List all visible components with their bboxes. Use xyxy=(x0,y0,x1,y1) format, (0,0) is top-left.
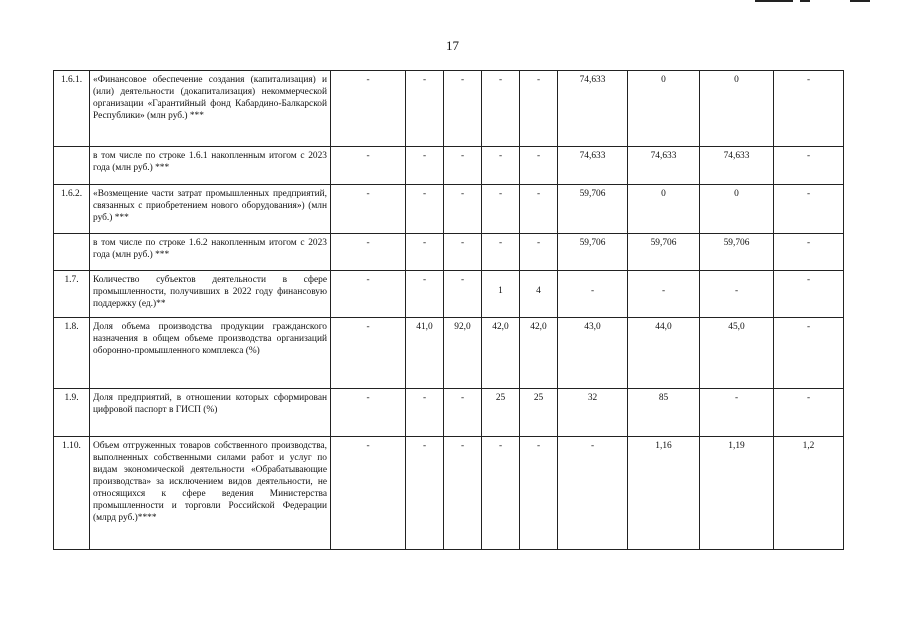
value-cell: - xyxy=(774,389,844,437)
value-cell: - xyxy=(331,147,406,185)
value-cell: - xyxy=(520,185,558,234)
value-cell: - xyxy=(520,437,558,550)
table-row xyxy=(54,185,844,234)
value-cell: - xyxy=(520,234,558,271)
row-description: Количество субъектов деятельности в сфере промышленности, получивших в 2022 году финансовую поддержку (ед.)** xyxy=(90,271,331,318)
value-cell: - xyxy=(774,234,844,271)
value-cell: - xyxy=(406,389,444,437)
row-number: 1.7. xyxy=(54,271,90,318)
row-description: Доля предприятий, в отношении которых сформирован цифровой паспорт в ГИСП (%) xyxy=(90,389,331,437)
indicators-table xyxy=(53,70,844,550)
value-cell: 45,0 xyxy=(700,318,774,389)
value-cell: - xyxy=(482,147,520,185)
row-number: 1.6.1. xyxy=(54,71,90,147)
value-cell: - xyxy=(774,185,844,234)
value-cell: 4 xyxy=(520,271,558,318)
value-cell: - xyxy=(700,389,774,437)
table-row xyxy=(54,71,844,147)
value-cell: - xyxy=(482,71,520,147)
value-cell: 59,706 xyxy=(558,185,628,234)
value-cell: 25 xyxy=(482,389,520,437)
table-row xyxy=(54,271,844,318)
row-description: в том числе по строке 1.6.2 накопленным итогом с 2023 года (млн руб.) *** xyxy=(90,234,331,271)
value-cell: 74,633 xyxy=(558,71,628,147)
header-mark-line xyxy=(755,0,793,2)
value-cell: - xyxy=(331,271,406,318)
value-cell: 85 xyxy=(628,389,700,437)
table-row xyxy=(54,234,844,271)
value-cell: 92,0 xyxy=(444,318,482,389)
value-cell: - xyxy=(444,71,482,147)
value-cell: - xyxy=(444,234,482,271)
row-description: Доля объема производства продукции гражданского назначения в общем объеме производства организаций оборонно-промышленного комплекса (%) xyxy=(90,318,331,389)
value-cell: - xyxy=(482,234,520,271)
value-cell: - xyxy=(406,234,444,271)
value-cell: - xyxy=(520,71,558,147)
table-row xyxy=(54,437,844,550)
value-cell: - xyxy=(774,271,844,318)
value-cell: - xyxy=(444,437,482,550)
value-cell: - xyxy=(331,234,406,271)
value-cell: - xyxy=(406,185,444,234)
row-number xyxy=(54,234,90,271)
value-cell: 43,0 xyxy=(558,318,628,389)
value-cell: - xyxy=(558,437,628,550)
value-cell: - xyxy=(406,147,444,185)
value-cell: - xyxy=(774,147,844,185)
header-mark-line xyxy=(850,0,870,2)
row-description: Объем отгруженных товаров собственного производства, выполненных собственными силами работ и услуг по видам экономической деятельности «Обрабатывающие производства» за исключением видов деятельности, не относящихся к сфере ведения Министерства промышленности и торговли Российской Федерации (млрд руб.)**** xyxy=(90,437,331,550)
value-cell: 0 xyxy=(628,71,700,147)
value-cell: 0 xyxy=(700,185,774,234)
value-cell: 25 xyxy=(520,389,558,437)
value-cell: 59,706 xyxy=(558,234,628,271)
value-cell: - xyxy=(444,389,482,437)
row-number: 1.9. xyxy=(54,389,90,437)
value-cell: - xyxy=(331,318,406,389)
value-cell: - xyxy=(774,71,844,147)
table-row xyxy=(54,318,844,389)
row-number xyxy=(54,147,90,185)
value-cell: 42,0 xyxy=(482,318,520,389)
value-cell: - xyxy=(406,71,444,147)
value-cell: - xyxy=(700,271,774,318)
value-cell: 44,0 xyxy=(628,318,700,389)
value-cell: - xyxy=(482,437,520,550)
value-cell: 59,706 xyxy=(628,234,700,271)
value-cell: 0 xyxy=(628,185,700,234)
row-number: 1.6.2. xyxy=(54,185,90,234)
value-cell: - xyxy=(406,271,444,318)
value-cell: 74,633 xyxy=(628,147,700,185)
value-cell: 1,19 xyxy=(700,437,774,550)
table-row xyxy=(54,147,844,185)
value-cell: 59,706 xyxy=(700,234,774,271)
row-description: в том числе по строке 1.6.1 накопленным итогом с 2023 года (млн руб.) *** xyxy=(90,147,331,185)
value-cell: 41,0 xyxy=(406,318,444,389)
value-cell: 74,633 xyxy=(700,147,774,185)
value-cell: - xyxy=(406,437,444,550)
value-cell: - xyxy=(331,185,406,234)
table-row xyxy=(54,389,844,437)
value-cell: 74,633 xyxy=(558,147,628,185)
value-cell: - xyxy=(558,271,628,318)
value-cell: - xyxy=(331,71,406,147)
header-mark-line xyxy=(800,0,810,2)
value-cell: - xyxy=(331,389,406,437)
value-cell: - xyxy=(444,271,482,318)
row-number: 1.10. xyxy=(54,437,90,550)
value-cell: 1 xyxy=(482,271,520,318)
value-cell: 1,2 xyxy=(774,437,844,550)
value-cell: - xyxy=(520,147,558,185)
value-cell: - xyxy=(444,147,482,185)
page-number: 17 xyxy=(446,38,459,53)
row-number: 1.8. xyxy=(54,318,90,389)
row-description: «Возмещение части затрат промышленных предприятий, связанных с приобретением нового оборудования») (млн руб.) *** xyxy=(90,185,331,234)
value-cell: - xyxy=(482,185,520,234)
value-cell: 1,16 xyxy=(628,437,700,550)
value-cell: - xyxy=(331,437,406,550)
row-description: «Финансовое обеспечение создания (капитализация) и (или) деятельности (докапитализация) некоммерческой организации «Гарантийный фонд Кабардино-Балкарской Республики» (млн руб.) *** xyxy=(90,71,331,147)
value-cell: 0 xyxy=(700,71,774,147)
value-cell: 32 xyxy=(558,389,628,437)
value-cell: - xyxy=(628,271,700,318)
value-cell: - xyxy=(444,185,482,234)
value-cell: - xyxy=(774,318,844,389)
value-cell: 42,0 xyxy=(520,318,558,389)
